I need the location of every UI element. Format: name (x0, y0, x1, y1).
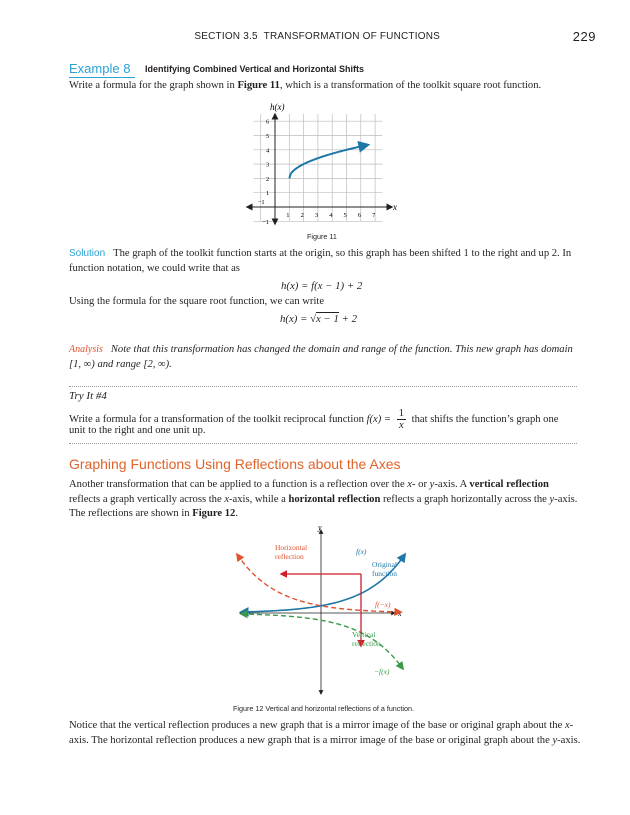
figure-11-graph (230, 98, 410, 243)
reflection-paragraph: Another transformation that can be applied to a function is a reflection over the x- or y-axis. A vertical reflection reflects a graph vertically across the x-axis, while a horizontal reflection reflects a graph horizontally across the y-axis. The reflections are shown in Figure 12. (69, 479, 578, 520)
solution-label: Solution (69, 248, 106, 259)
section-heading: Graphing Functions Using Reflections about the Axes (69, 456, 401, 472)
y-axis-label: h(x) (270, 102, 285, 112)
try-it-label: Try It #4 (69, 390, 107, 402)
x-tick-label: 4 (329, 212, 333, 219)
divider-bottom (69, 443, 577, 444)
figure-ref: Figure 11 (237, 80, 280, 91)
x-tick-label: −1 (257, 199, 265, 206)
x-tick-label: 6 (357, 212, 362, 219)
divider-top (69, 386, 577, 387)
example-label: Example 8 (69, 61, 135, 78)
try-it-text: Write a formula for a transformation of the toolkit reciprocal function f(x) = $\frac{1}{x}$ that shifts the function’s graph one (69, 408, 559, 431)
running-head (194, 31, 440, 42)
vertical-reflection-label: Vertical reflection (352, 630, 381, 648)
fx-label: f(x) (356, 547, 367, 556)
page-number: 229 (572, 29, 596, 44)
axis-y-label: y (318, 523, 322, 532)
y-tick-label: 4 (266, 147, 270, 155)
x-tick-label: 3 (314, 212, 319, 219)
page-header (0, 31, 630, 45)
y-tick-label: −1 (262, 218, 269, 226)
figure-12-caption: Figure 12 Vertical and horizontal reflections of a function. (233, 704, 414, 713)
x-axis-label: x (393, 202, 397, 212)
y-tick-label: 5 (266, 133, 270, 140)
analysis-paragraph: Analysis Note that this transformation has changed the domain and range of the function. This new graph has domain [1, ∞) and range [2, ∞). (69, 344, 573, 370)
equation-sqrt: h(x) = √x − 1 + 2 (280, 313, 357, 325)
horizontal-reflection-label: Horizontal reflection (275, 543, 308, 561)
analysis-label: Analysis (69, 344, 103, 355)
fraction: $\frac{1}{x}$ (398, 408, 405, 431)
y-tick-label: 3 (266, 161, 270, 169)
f-neg-x-label: f(−x) (375, 600, 391, 609)
original-function-label: Original function (372, 560, 397, 578)
solution-paragraph: Solution The graph of the toolkit function starts at the origin, so this graph has been shifted 1 to the right and up 2. In function notation, we could write that as (69, 248, 572, 274)
y-tick-label: 1 (266, 190, 270, 198)
axis-x-label: x (398, 609, 402, 618)
figure-11-caption: Figure 11 (307, 232, 337, 241)
x-tick-label: 7 (372, 212, 376, 219)
solution-text-2: Using the formula for the square root function, we can write (69, 296, 325, 307)
closing-paragraph: Notice that the vertical reflection produces a new graph that is a mirror image of the base or original graph about the x-axis. The horizontal reflection produces a new graph that is a mirror image of the base or original graph about the y-axis. (69, 720, 581, 746)
equation-shift: h(x) = f(x − 1) + 2 (281, 280, 363, 292)
figure-12-graph (235, 522, 415, 697)
example-prompt: Write a formula for the graph shown in Figure 11, which is a transformation of the toolkit square root function. (69, 80, 542, 91)
neg-fx-label: −f(x) (374, 667, 390, 676)
section-number: SECTION 3.5 (194, 31, 258, 42)
x-tick-label: 1 (286, 212, 290, 219)
example-title: Identifying Combined Vertical and Horizontal Shifts (145, 64, 365, 74)
section-title: TRANSFORMATION OF FUNCTIONS (263, 31, 440, 42)
x-tick-label: 5 (343, 212, 347, 219)
x-tick-label: 2 (300, 212, 304, 219)
y-tick-label: 6 (266, 118, 270, 126)
figure-ref-12: Figure 12 (192, 508, 236, 520)
try-it-text-2: unit to the right and one unit up. (69, 425, 206, 436)
grid (254, 114, 383, 221)
y-tick-label: 2 (266, 175, 270, 183)
